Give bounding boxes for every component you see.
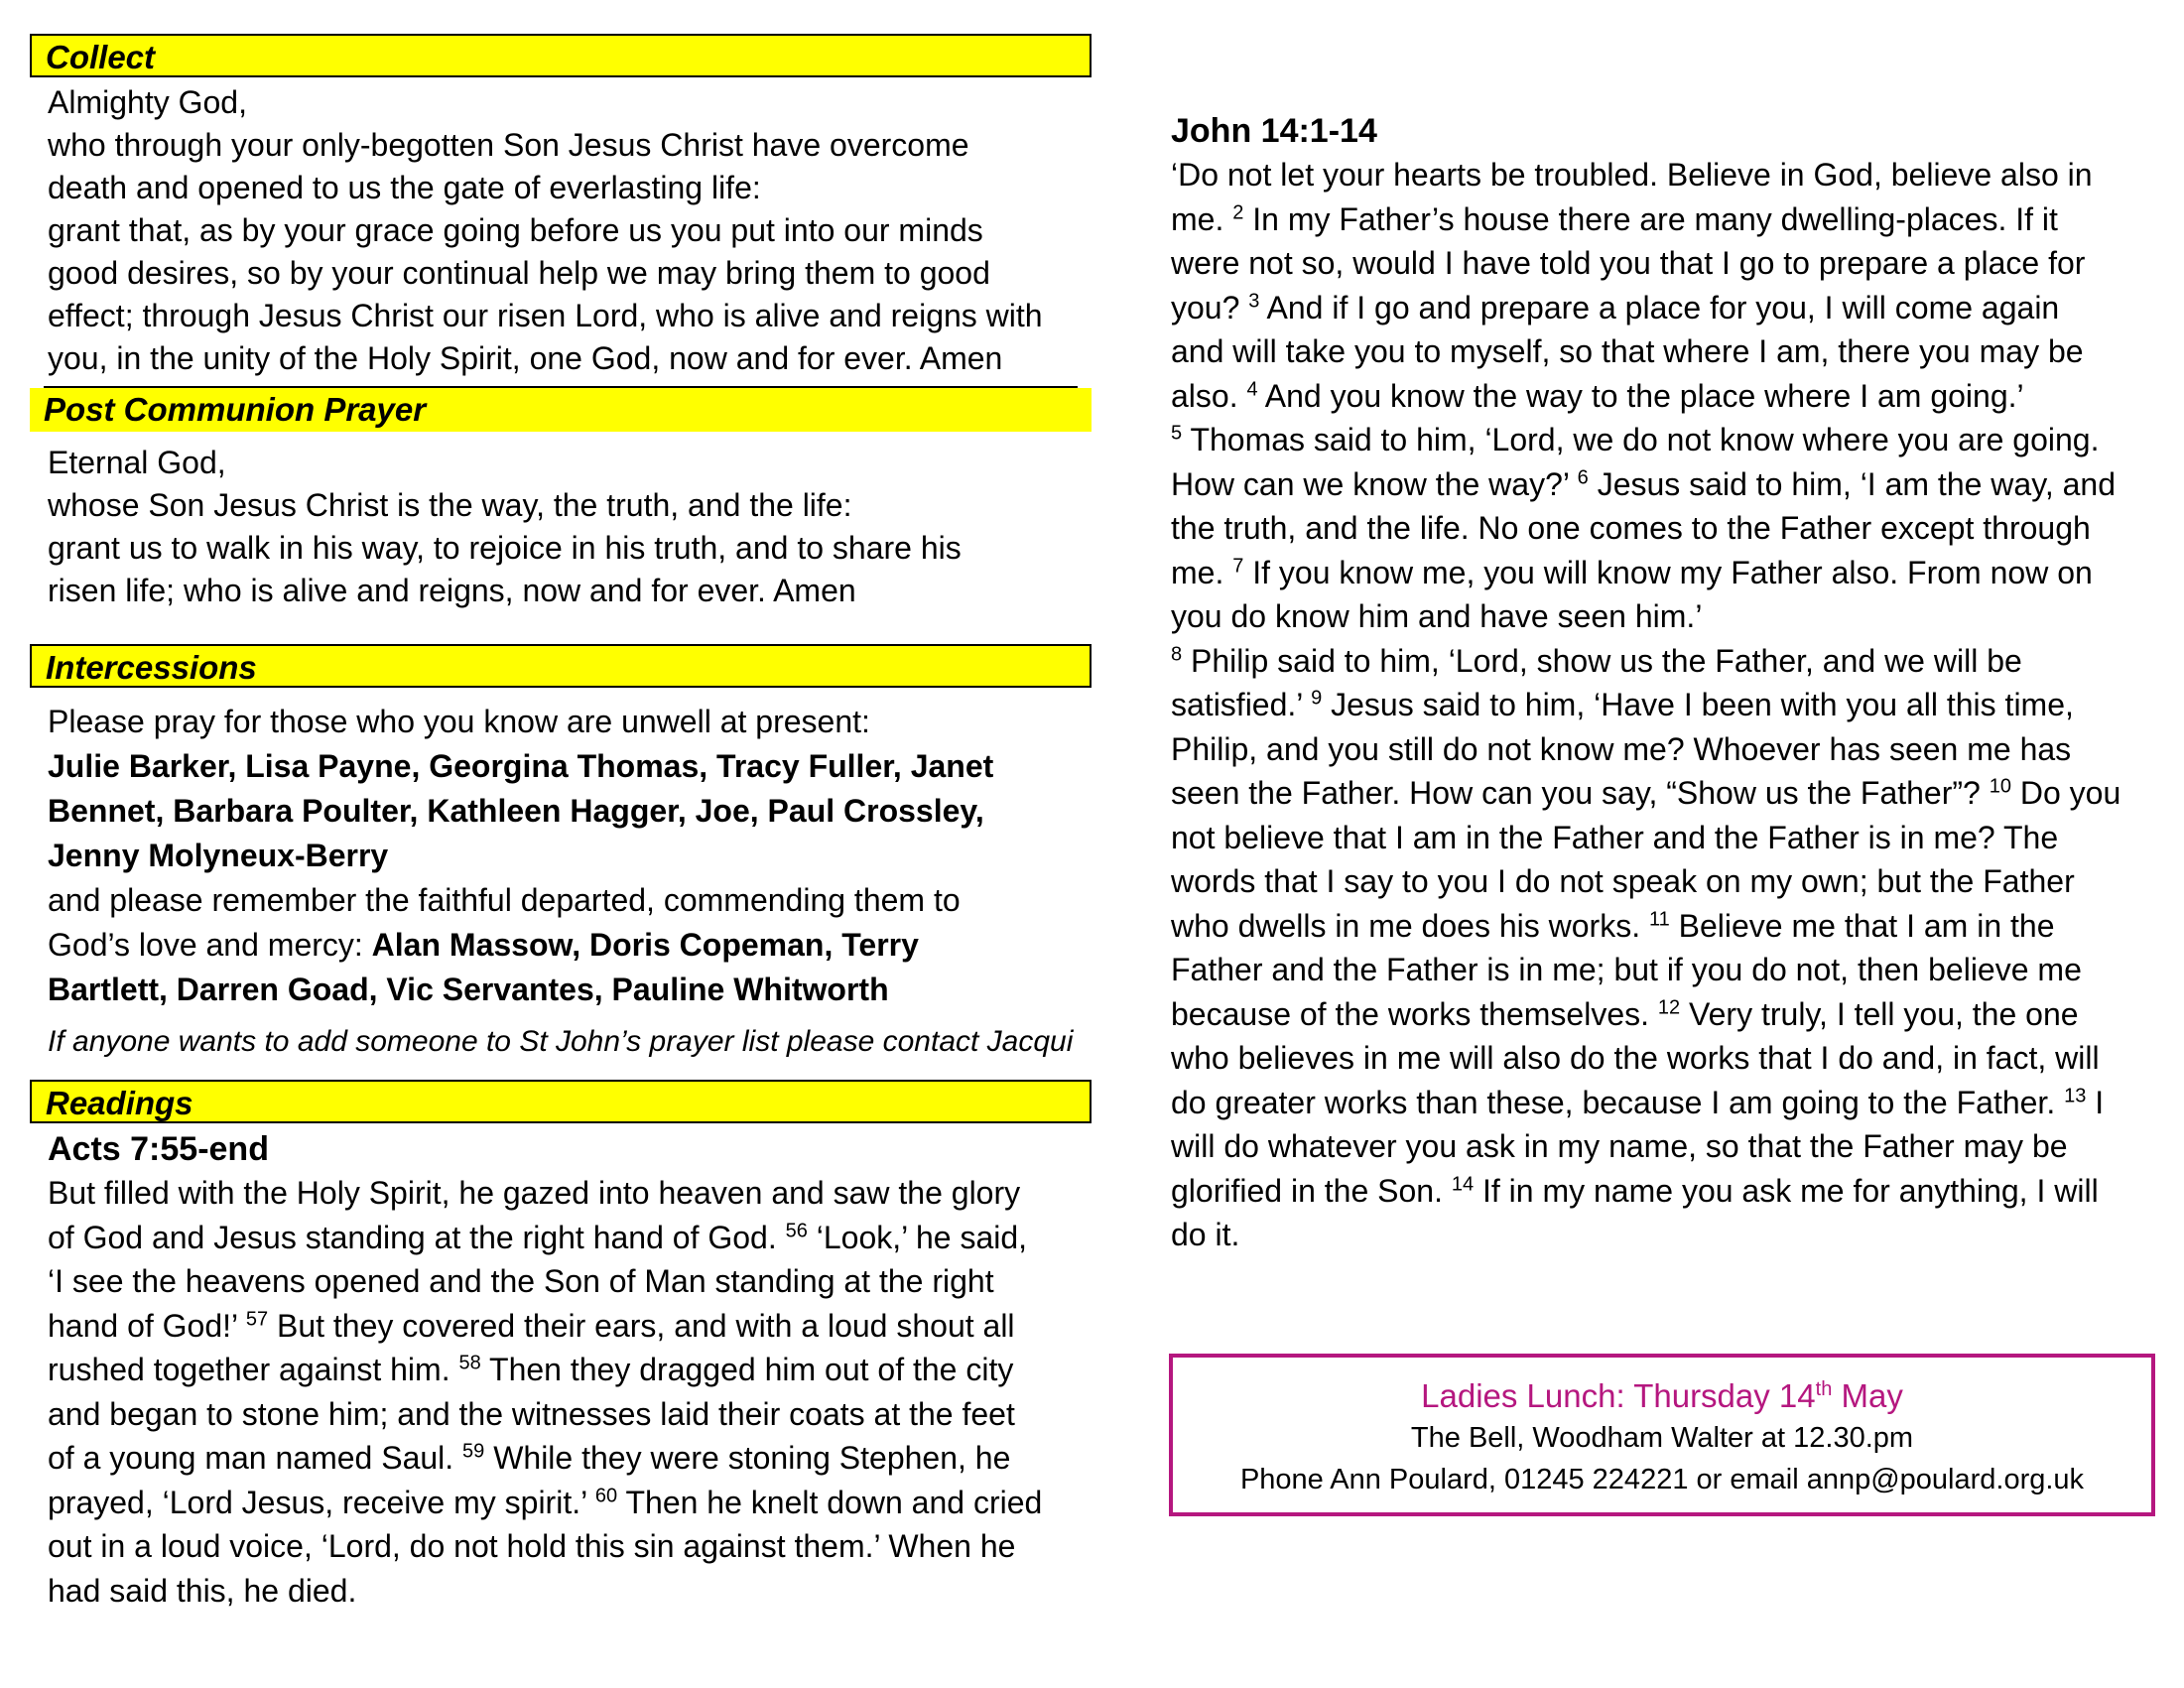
verse-text: Do you [2010, 775, 2121, 811]
verse-text: Then he knelt down and cried [617, 1484, 1043, 1520]
verse-text: me. [1171, 200, 1233, 237]
verse-number: 3 [1248, 289, 1260, 312]
verse-text: satisfied.’ [1171, 687, 1312, 722]
verse-text: prayed, ‘Lord Jesus, receive my spirit.’ [48, 1484, 595, 1520]
verse-text: you? [1171, 289, 1249, 325]
john-reference: John 14:1-14 [1171, 112, 1377, 150]
verse-text: Jesus said to him, ‘Have I been with you all this time, [1322, 687, 2074, 722]
acts-reference: Acts 7:55-end [48, 1130, 269, 1168]
unwell-names: Bennet, Barbara Poulter, Kathleen Hagger, Joe, Paul Crossley, [48, 793, 984, 829]
acts-reading [30, 1127, 1092, 1613]
notice-title-text: Ladies Lunch: Thursday 14 [1421, 1377, 1816, 1414]
acts-line [48, 1259, 1092, 1304]
collect-line: who through your only-begotten Son Jesus Christ have overcome [48, 127, 969, 163]
verse-text: ‘Look,’ he said, [807, 1219, 1028, 1255]
post-communion-line: grant us to walk in his way, to rejoice in his truth, and to share his [48, 530, 962, 566]
acts-line [48, 1524, 1092, 1569]
verse-number: 11 [1648, 907, 1670, 930]
verse-text: not believe that I am in the Father and the Father is in me? The [1171, 819, 2059, 855]
verse-number: 7 [1232, 554, 1244, 577]
verse-text: seen the Father. How can you say, “Show us the Father”? [1171, 775, 1990, 811]
verse-text: Thomas said to him, ‘Lord, we do not know where you are going. [1182, 422, 2100, 457]
verse-text: ‘Do not let your hearts be troubled. Believe in God, believe also in [1171, 157, 2093, 193]
john-line [1171, 816, 2153, 860]
john-line [1171, 639, 2153, 684]
verse-number: 10 [1989, 775, 2011, 798]
verse-number: 5 [1171, 422, 1183, 445]
notice-venue: The Bell, Woodham Walter at 12.30.pm [1410, 1422, 1914, 1454]
verse-text: And if I go and prepare a place for you, I will come again [1259, 289, 2060, 325]
intercessions-heading: Intercessions [30, 644, 1092, 688]
verse-number: 2 [1232, 200, 1244, 223]
verse-text: Believe me that I am in the [1669, 907, 2055, 944]
collect-line: effect; through Jesus Christ our risen Lord, who is alive and reigns with [48, 298, 1043, 333]
verse-text: Father and the Father is in me; but if you do not, then believe me [1171, 952, 2082, 987]
notice-contact: Phone Ann Poulard, 01245 224221 or email annp@poulard.org.uk [1239, 1464, 2085, 1495]
post-communion-line: Eternal God, [48, 445, 226, 480]
verse-number: 59 [462, 1440, 485, 1463]
intercessions-text [30, 700, 1092, 1012]
john-text [1171, 153, 2153, 1257]
verse-text: I [2086, 1084, 2105, 1120]
verse-text: out in a loud voice, ‘Lord, do not hold this sin against them.’ When he [48, 1528, 1016, 1564]
post-communion-line: whose Son Jesus Christ is the way, the truth, and the life: [48, 487, 852, 523]
verse-text: How can we know the way?’ [1171, 465, 1578, 502]
verse-number: 57 [245, 1307, 269, 1330]
verse-text: glorified in the Son. [1171, 1172, 1452, 1209]
departed-names: Bartlett, Darren Goad, Vic Servantes, Pauline Whitworth [48, 972, 889, 1007]
john-line [1171, 771, 2153, 816]
right-column [1171, 0, 2153, 1257]
left-column [30, 0, 1092, 1613]
verse-text: and will take you to myself, so that where I am, there you may be [1171, 333, 2084, 369]
john-line [1171, 1213, 2153, 1257]
verse-text: If in my name you ask me for anything, I will [1474, 1172, 2099, 1209]
verse-number: 14 [1451, 1172, 1475, 1195]
verse-text: the truth, and the life. No one comes to the Father except through [1171, 510, 2091, 546]
verse-number: 12 [1657, 995, 1681, 1018]
verse-text: Very truly, I tell you, the one [1680, 995, 2079, 1032]
post-communion-line: risen life; who is alive and reigns, now and for ever. Amen [48, 573, 856, 608]
verse-text: rushed together against him. [48, 1352, 459, 1387]
acts-line [48, 1392, 1092, 1437]
verse-text: If you know me, you will know my Father also. From now on [1243, 554, 2093, 590]
departed-intro: and please remember the faithful departed, commending them to [48, 882, 961, 918]
collect-line: you, in the unity of the Holy Spirit, one God, now and for ever. Amen [48, 340, 1003, 376]
acts-line [48, 1481, 1092, 1525]
verse-number: 6 [1577, 465, 1589, 488]
john-line [1171, 594, 2153, 639]
acts-line [48, 1348, 1092, 1392]
john-line [1171, 1081, 2153, 1125]
departed-line [48, 923, 1092, 968]
verse-text: And you know the way to the place where I am going.’ [1257, 377, 2024, 414]
verse-text: Philip, and you still do not know me? Whoever has seen me has [1171, 730, 2072, 767]
verse-text: do greater works than these, because I am going to the Father. [1171, 1084, 2065, 1120]
collect-line: death and opened to us the gate of everlasting life: [48, 170, 761, 205]
john-line [1171, 992, 2153, 1037]
intercessions-intro: Please pray for those who you know are unwell at present: [48, 704, 870, 739]
verse-text: do it. [1171, 1217, 1240, 1252]
verse-text: ‘I see the heavens opened and the Son of Man standing at the right [48, 1263, 994, 1299]
prayer-list-note: If anyone wants to add someone to St John’s prayer list please contact Jacqui [48, 1025, 1074, 1058]
john-line [1171, 1169, 2153, 1214]
post-communion-heading: Post Communion Prayer [30, 388, 1092, 432]
john-line [1171, 727, 2153, 772]
verse-text: will do whatever you ask in my name, so that the Father may be [1171, 1128, 2068, 1164]
verse-text: But they covered their ears, and with a loud shout all [268, 1307, 1015, 1344]
verse-text: In my Father’s house there are many dwelling-places. If it [1243, 200, 2058, 237]
acts-line [48, 1216, 1092, 1260]
verse-number: 60 [594, 1484, 618, 1506]
notice-title [1173, 1375, 2151, 1417]
verse-text: hand of God!’ [48, 1307, 246, 1344]
john-line [1171, 506, 2153, 551]
john-line [1171, 683, 2153, 727]
john-line [1171, 374, 2153, 419]
notice-title-sup: th [1815, 1378, 1833, 1400]
acts-text [48, 1171, 1092, 1613]
acts-line [48, 1171, 1092, 1216]
verse-text: While they were stoning Stephen, he [484, 1440, 1011, 1476]
john-line [1171, 1036, 2153, 1081]
john-line [1171, 462, 2153, 507]
verse-number: 56 [785, 1219, 808, 1241]
verse-text: were not so, would I have told you that I go to prepare a place for [1171, 245, 2086, 281]
collect-text [30, 81, 1092, 380]
verse-number: 8 [1171, 642, 1183, 665]
john-line [1171, 329, 2153, 374]
verse-text: because of the works themselves. [1171, 995, 1658, 1032]
collect-heading: Collect [30, 34, 1092, 77]
verse-text: Philip said to him, ‘Lord, show us the Father, and we will be [1182, 642, 2022, 679]
verse-number: 4 [1246, 377, 1258, 400]
verse-text: of a young man named Saul. [48, 1440, 463, 1476]
collect-line: grant that, as by your grace going before us you put into our minds [48, 212, 983, 248]
verse-number: 58 [458, 1352, 481, 1374]
john-line [1171, 197, 2153, 242]
acts-line [48, 1304, 1092, 1349]
verse-number: 9 [1311, 687, 1323, 710]
verse-text: me. [1171, 554, 1233, 590]
john-line [1171, 859, 2153, 904]
john-line [1171, 153, 2153, 197]
verse-text: Jesus said to him, ‘I am the way, and [1588, 465, 2116, 502]
verse-text: and began to stone him; and the witnesses laid their coats at the feet [48, 1395, 1015, 1432]
john-line [1171, 286, 2153, 330]
john-line [1171, 948, 2153, 992]
verse-text: had said this, he died. [48, 1572, 357, 1609]
verse-text: of God and Jesus standing at the right hand of God. [48, 1219, 786, 1255]
unwell-names: Julie Barker, Lisa Payne, Georgina Thomas, Tracy Fuller, Janet [48, 748, 994, 784]
john-line [1171, 241, 2153, 286]
acts-line [48, 1436, 1092, 1481]
verse-text: who believes in me will also do the works that I do and, in fact, will [1171, 1040, 2100, 1076]
verse-text: who dwells in me does his works. [1171, 907, 1649, 944]
verse-number: 13 [2064, 1084, 2087, 1106]
departed-intro-cont: God’s love and mercy: [48, 927, 372, 963]
unwell-names: Jenny Molyneux-Berry [48, 838, 389, 873]
john-line [1171, 904, 2153, 949]
collect-line: Almighty God, [48, 84, 247, 120]
acts-line [48, 1569, 1092, 1614]
john-line [1171, 1124, 2153, 1169]
john-line [1171, 551, 2153, 595]
readings-heading: Readings [30, 1080, 1092, 1123]
john-line [1171, 418, 2153, 462]
collect-line: good desires, so by your continual help we may bring them to good [48, 255, 990, 291]
verse-text: words that I say to you I do not speak on my own; but the Father [1171, 863, 2075, 899]
verse-text: also. [1171, 377, 1247, 414]
verse-text: But filled with the Holy Spirit, he gazed into heaven and saw the glory [48, 1175, 1021, 1211]
ladies-lunch-notice [1169, 1354, 2155, 1516]
verse-text: you do know him and have seen him.’ [1171, 598, 1703, 634]
verse-text: Then they dragged him out of the city [480, 1352, 1014, 1387]
departed-names: Alan Massow, Doris Copeman, Terry [371, 927, 919, 963]
notice-title-end: May [1832, 1377, 1903, 1414]
post-communion-text [30, 442, 1092, 612]
